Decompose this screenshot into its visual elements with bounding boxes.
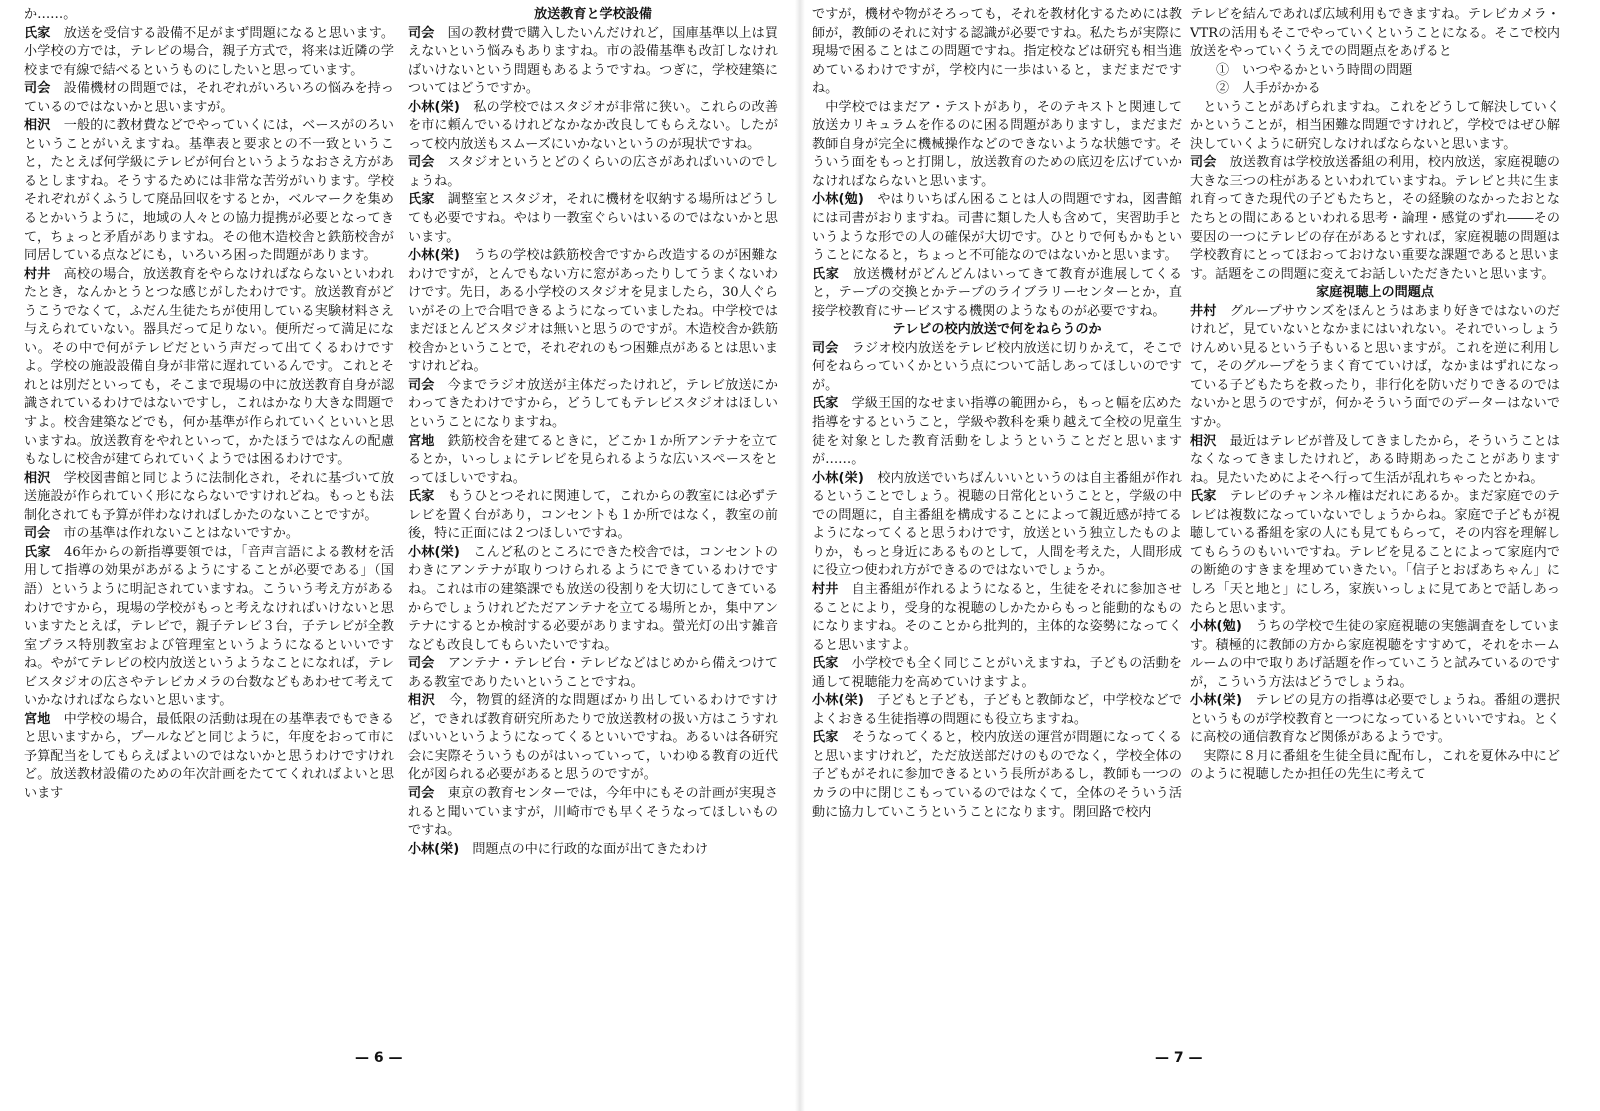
dialogue-paragraph (812, 655, 1182, 692)
dialogue-paragraph (812, 692, 1182, 729)
speech-text: テレビを結んであれば広域利用もできますね。テレビカメラ・VTRの活用もそこでやっていくということになる。そこで校内放送をやっていくうえでの問題点をあげると (1190, 7, 1560, 60)
speech-text: 最近はテレビが普及してきましたから，そういうことはなくなってきましたけれど，ある時期あったことがありますね。見たいためによそへ行って生活が乱れちゃったとかね。 (1190, 433, 1560, 486)
speech-text: 設備機材の問題では，それぞれがいろいろの悩みを持っているのではないかと思いますが。 (24, 81, 394, 115)
speaker-name: 司会 (408, 656, 435, 672)
dialogue-paragraph (24, 470, 394, 526)
page-number: — 6 — (355, 1050, 403, 1066)
speaker-name: 司会 (24, 81, 51, 97)
dialogue-paragraph (1190, 303, 1560, 433)
speech-text: 放送教育は学校放送番組の利用，校内放送，家庭視聴の大きな三つの柱があるといわれていますね。テレビと共に生まれ育ってきた現代の子どもたちと，その経験のなかったおとなたちとの間にあるといわれる思考・論理・感覚のずれ――その要因の一つにテレビの存在があるとすれば，家庭視聴の問題は学校教育にとってほおっておけない重要な課題であると思います。話題をこの問題に変えてお話しいただきたいと思います。 (1190, 155, 1560, 282)
speaker-name: 宮地 (24, 711, 51, 727)
speech-text: そうなってくると，校内放送の運営が問題になってくると思いますけれど，ただ放送部だけのものでなく，学校全体の子どもがそれに参加できるという長所があるし，教師も一つのカラの中に閉じこもっているのではなくて，全体のそういう活動に協力していこうということになります。閉回路で校内 (812, 730, 1182, 820)
dialogue-paragraph (1190, 154, 1560, 284)
speaker-name: 村井 (24, 266, 51, 282)
dialogue-paragraph (812, 6, 1182, 99)
speech-text: 学級王国的なせまい指導の範囲から，もっと幅を広めた指導をするということ，学級や教科を乗り越えて全校の児童生徒を対象とした教育活動をしようということだと思いますが……。 (812, 396, 1182, 468)
speaker-name: 司会 (408, 155, 435, 171)
speaker-name: 氏家 (812, 730, 839, 746)
speech-text: グループサウンズをほんとうはあまり好きではないのだけれど，見ていないとなかまにはいれない。それでいっしょうけんめい見るという子もいると思いますが。これを逆に利用して，そのグループをうまく育てていけば，なかまはずれになっている子どもたちを救ったり，非行化を防いだりできるのではないかと思うのですが，何かそういう面でのデーターはないですか。 (1190, 303, 1560, 431)
dialogue-paragraph (1190, 99, 1560, 155)
column-6-right (408, 6, 778, 1036)
column-7-right (1190, 6, 1560, 1036)
speech-text: 鉄筋校舎を建てるときに，どこか１か所アンテナを立てるとか，いっしょにテレビを見られるような広いスペースをとってほしいですね。 (408, 433, 778, 486)
dialogue-paragraph (408, 25, 778, 99)
dialogue-paragraph (1190, 692, 1560, 748)
speech-text: ラジオ校内放送をテレビ校内放送に切りかえて，そこで何をねらっていくかという点について話しあってほしいのですが。 (812, 340, 1182, 393)
speech-text: 一般的に教材費などでやっていくには，ベースがのろいということがいえますね。基準表と要求との不一致ということ，たとえば何学級にテレビが何台というようなおさえ方があるとしますね。そうするためには非常な苦労がいります。学校それぞれがくふうして廃品回収をするとか，ベルマークを集めるとかいうように，地域の人々との協力提携が必要となってきて，ちょっと矛盾がありますね。その他木造校舎と鉄筋校舎が同居している点などにも，いろいろ困った問題があります。 (24, 118, 394, 264)
speaker-name: 氏家 (24, 25, 51, 41)
dialogue-paragraph (24, 525, 394, 544)
dialogue-paragraph (408, 841, 778, 860)
dialogue-paragraph (408, 433, 778, 489)
speech-text: 今までラジオ放送が主体だったけれど，テレビ放送にかわってきたわけですから，どうしてもテレビスタジオはほしいということになりますね。 (408, 377, 778, 431)
speech-text: 私の学校ではスタジオが非常に狭い。これらの改善を市に頼んでいるけれどなかなか改良してもらえない。したがって校内放送もスムーズにいかないというのが現状ですね。 (408, 99, 778, 152)
list-item: ② 人手がかかる (1216, 81, 1321, 97)
speech-text: うちの学校で生徒の家庭視聴の実態調査をしています。積極的に教師の方から家庭視聴をすすめて，それをホームルームの中で取りあげ話題を作っていこうと試みているのですが，こういう方法はどうでしょうね。 (1190, 619, 1560, 690)
speech-text: 自主番組が作れるようになると，生徒をそれに参加させることにより，受身的な視聴のしかたからもっと能動的なものになりますね。そのことから批判的，主体的な姿勢になってくると思いますよ。 (812, 581, 1182, 653)
speech-text: 今，物質的経済的な問題ばかり出しているわけですけど，できれば教育研究所あたりで放送教材の扱い方はこうすればいいというようになってくるといいですね。あるいは各研究会に実際そういうものがはいっていって，いわゆる教育の近代化が図られる必要があると思うのですが。 (408, 693, 778, 783)
section-heading: 放送教育と学校設備 (534, 7, 652, 22)
speech-text: 小学校でも全く同じことがいえますね，子どもの活動を通して視聴能力を高めていけますよ。 (812, 656, 1182, 690)
speaker-name: 司会 (24, 526, 51, 542)
page-number: — 7 — (1155, 1050, 1203, 1066)
speech-text: 東京の教育センターでは，今年中にもその計画が実現されると聞いていますが，川崎市でも早くそうなってほしいものですね。 (408, 785, 778, 839)
speech-text: やはりいちばん困ることは人の問題ですね，図書館には司書がおりますね。司書に類した人も含めて，実習助手というような形での人の確保が大切です。ひとりで何もかもということになると，ちょっと不可能なのではないかと思います。 (812, 192, 1182, 264)
dialogue-paragraph (812, 191, 1182, 265)
speech-text: 高校の場合，放送教育をやらなければならないといわれたとき，なんかとうとつな感じがしたわけです。放送教育がどうこうでなくて，ふだん生徒たちが使用している実験材料さえ与えられていない。器具だって足りない。便所だって満足にない。その中で何がテレビだという声だって出てくるわけですよ。学校の施設設備自身が非常に遅れているんです。これとそれとは別だといっても，そこまで現場の中に放送教育自身が認識されているわけではないですし，これはかなり大きな問題ですよ。校舎建築などでも，何か基準が作られていくといいと思いますね。放送教育をやれといって，かたほうではなんの配慮もなしに校舎が建てられていくようでは困るわけです。 (24, 266, 394, 468)
speaker-name: 小林(栄) (408, 99, 460, 115)
speech-text: スタジオというとどのくらいの広さがあればいいのでしょうね。 (408, 155, 778, 189)
dialogue-paragraph (1190, 433, 1560, 489)
speaker-name: 相沢 (24, 118, 51, 134)
speaker-name: 小林(勉) (1190, 619, 1242, 635)
speaker-name: 司会 (408, 785, 435, 801)
dialogue-paragraph (812, 581, 1182, 655)
speaker-name: 氏家 (24, 544, 51, 560)
speech-text: うちの学校は鉄筋校舎ですから改造するのが困難なわけですが，とんでもない方に窓があったりしてうまくないわけです。先日，ある小学校のスタジオを見ましたら，30人ぐらいがその上で合唱できるようになっていましたね。中学校ではまだほとんどスタジオは無いと思うのですが。木造校舎か鉄筋校舎かということで，それぞれのもつ困難点があるとは思いますけれどね。 (408, 248, 778, 375)
speaker-name: 司会 (1190, 155, 1217, 171)
speech-text: 学校図書館と同じように法制化され，それに基づいて放送施設が作られていく形にならないですけれどね。もっとも法制化されても予算が伴わなければしかたのないことですが。 (24, 470, 394, 523)
dialogue-paragraph (408, 692, 778, 785)
speech-text: 放送を受信する設備不足がまず問題になると思います。小学校の方では，テレビの場合，親子方式で，将来は近隣の学校まで有線で結べるというものにしたいと思っています。 (24, 25, 394, 78)
dialogue-paragraph (812, 266, 1182, 322)
speech-text: 中学校ではまだア・テストがあり，そのテキストと関連して放送カリキュラムを作るのに困る問題がありますし，まだまだ教師自身が完全に機械操作などのできないような状態です。そういう面をもっと打開し，放送教育のための底辺を広げていかなければならないと思います。 (812, 99, 1182, 189)
page-7 (800, 0, 1600, 1111)
speaker-name: 司会 (408, 25, 435, 41)
speaker-name: 氏家 (1190, 489, 1217, 505)
speech-text: 中学校の場合，最低限の活動は現在の基準表でもできると思いますから，プールなどと同じように，年度をおって市に予算配当をしてもらえばよいのではないかと思うわけですけれど。放送教材設備のための年次計画をたててくれればよいと思います (24, 711, 394, 801)
dialogue-paragraph (24, 117, 394, 265)
dialogue-paragraph (408, 154, 778, 191)
speech-text: 放送機材がどんどんはいってきて教育が進展してくると，テープの交換とかテープのライブラリーセンターとか，直接学校教育にサービスする機関のようなものが必要ですね。 (812, 266, 1182, 319)
speaker-name: 相沢 (408, 693, 436, 709)
speaker-name: 小林(栄) (408, 544, 460, 560)
dialogue-paragraph (408, 544, 778, 655)
speech-text: 問題点の中に行政的な面が出てきたわけ (472, 841, 709, 857)
speech-text: 調整室とスタジオ，それに機材を収納する場所はどうしても必要ですね。やはり一教室ぐらいはいるのではないかと思います。 (408, 192, 778, 245)
dialogue-paragraph (408, 488, 778, 544)
dialogue-paragraph (408, 191, 778, 247)
speech-text: 校内放送でいちばんいいというのは自主番組が作れるということでしょう。視聴の日常化ということと，学級の中での問題に，自主番組を構成することによって親近感が持てるようになってくると思うわけです，放送という独立したものよりか，もっと身近にあるものとして，人間を考えた，人間形成に役立つ使われ方ができるのではないでしょうか。 (812, 470, 1182, 579)
speaker-name: 小林(勉) (812, 192, 864, 208)
speaker-name: 司会 (812, 340, 839, 356)
dialogue-paragraph (24, 711, 394, 804)
dialogue-paragraph (812, 470, 1182, 581)
dialogue-paragraph (812, 395, 1182, 469)
dialogue-paragraph (408, 377, 778, 433)
speech-text: か……。 (24, 7, 77, 22)
speaker-name: 村井 (812, 581, 839, 597)
speech-text: 国の教材費で購入したいんだけれど，国庫基準以上は買えないという悩みもありますね。市の設備基準も改訂しなければいけないという問題もあるようですね。つぎに，学校建築についてはどうですか。 (408, 25, 778, 97)
speaker-name: 宮地 (408, 433, 435, 449)
speaker-name: 氏家 (408, 192, 435, 208)
speech-text: テレビの見方の指導は必要でしょうね。番組の選択というものが学校教育と一つになっているといいですね。とくに高校の通信教育など関係があるようです。 (1190, 693, 1560, 746)
dialogue-paragraph (1190, 6, 1560, 62)
speaker-name: 小林(栄) (812, 470, 864, 486)
speaker-name: 小林(栄) (408, 248, 460, 264)
speech-text: もうひとつそれに関連して，これからの教室には必ずテレビを置く台があり，コンセントも１か所ではなく，教室の前後，特に正面には２つほしいですね。 (408, 489, 778, 542)
speaker-name: 小林(栄) (1190, 693, 1242, 709)
speech-text: テレビのチャンネル権はだれにあるか。まだ家庭でのテレビは複数になっていないでしょうからね。家庭で子どもが視聴している番組を家の人にも見てもらって，その内容を理解してもらうのもいいですね。テレビを見ることによって家庭内での断絶のすきまを埋めていきたい。「信子とおばあちゃん」にしろ「天と地と」にしろ，家族いっしょに見てあとで話しあったらと思います。 (1190, 489, 1560, 616)
list-item: ① いつやるかという時間の問題 (1216, 62, 1413, 78)
dialogue-paragraph (24, 266, 394, 470)
speech-text: ということがあげられますね。これをどうして解決していくかということが，相当困難な問題ですけれど，学校ではぜひ解決していくように研究しなければならないと思います。 (1190, 99, 1560, 152)
speaker-name: 氏家 (812, 656, 839, 672)
section-heading: テレビの校内放送で何をねらうのか (892, 322, 1102, 338)
dialogue-paragraph (408, 785, 778, 841)
speaker-name: 井村 (1190, 303, 1217, 319)
dialogue-paragraph (1190, 618, 1560, 692)
speaker-name: 司会 (408, 377, 435, 393)
speech-text: ですが，機材や物がそろっても，それを教材化するためには教師が，教師のそれに対する認識が必要ですね。私たちが実際に現場で困ることはこの問題ですね。指定校などは研究も相当進めているわけですが，学校内に一歩はいると，まだまだですね。 (812, 7, 1182, 97)
dialogue-paragraph (408, 99, 778, 155)
column-6-left (24, 6, 394, 1036)
speaker-name: 氏家 (408, 489, 435, 505)
speaker-name: 氏家 (812, 396, 839, 412)
speech-text: こんど私のところにできた校舎では，コンセントのわきにアンテナが取りつけられるようにできているわけですね。これは市の建築課でも放送の役割りを大切にしてきているからでしょうけれどただアンテナを立てる場所とか，集中アンテナにするとか検討する必要がありますね。螢光灯の出す雑音なども改良してもらいたいですね。 (408, 544, 778, 653)
dialogue-paragraph (24, 80, 394, 117)
dialogue-paragraph (812, 340, 1182, 396)
speech-text: 46年からの新指導要領では，「音声言語による教材を活用して指導の効果があがるようにすることが必要である」（国語）というように明記されていますね。こういう考え方があるわけですから，現場の学校がもっと考えなければいけないと思いますたとえば，テレビで，親子テレビ３台，子テレビが全教室プラス特別教室および管理室というようになるといいですね。やがてテレビの校内放送というようなことになれば，テレビスタジオの広さやテレビカメラの台数などもあわせて考えていかなければならないと思います。 (24, 544, 394, 709)
speaker-name: 小林(栄) (812, 693, 864, 709)
dialogue-paragraph (1190, 488, 1560, 618)
speech-text: 子どもと子ども，子どもと教師など，中学校などでよくおきる生徒指導の問題にも役立ちますね。 (812, 693, 1182, 727)
speech-text: 市の基準は作れないことはないですか。 (63, 526, 299, 542)
speaker-name: 小林(栄) (408, 841, 460, 857)
dialogue-paragraph (24, 6, 394, 25)
dialogue-paragraph (408, 655, 778, 692)
dialogue-paragraph (24, 25, 394, 81)
column-7-left (812, 6, 1182, 1036)
section-heading: 家庭視聴上の問題点 (1316, 285, 1434, 301)
dialogue-paragraph (408, 247, 778, 377)
speech-text: 実際に８月に番組を生徒全員に配布し，これを夏休み中にどのように視聴したか担任の先生に考えて (1190, 748, 1560, 783)
dialogue-paragraph (24, 544, 394, 711)
speaker-name: 相沢 (24, 470, 51, 486)
speaker-name: 相沢 (1190, 433, 1217, 449)
speaker-name: 氏家 (812, 266, 840, 282)
dialogue-paragraph (812, 729, 1182, 822)
dialogue-paragraph (812, 99, 1182, 192)
speech-text: アンテナ・テレビ台・テレビなどはじめから備えつけてある教室でありたいということですね。 (408, 656, 778, 690)
dialogue-paragraph (1190, 748, 1560, 785)
